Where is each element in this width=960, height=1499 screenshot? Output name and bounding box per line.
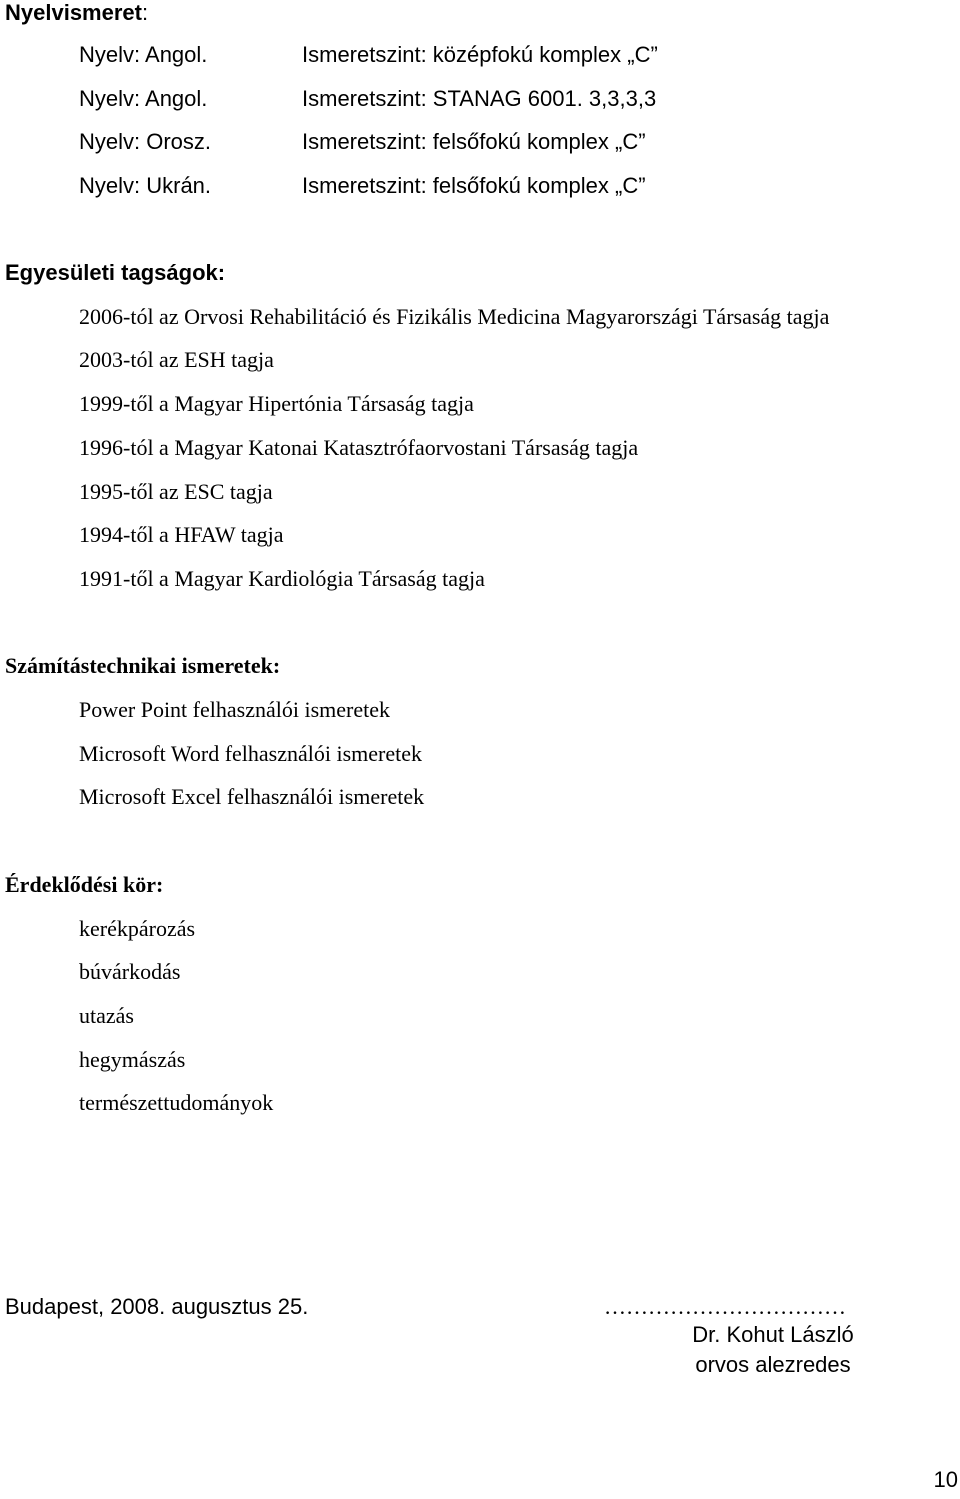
languages-heading-text: Nyelvismeret xyxy=(5,0,142,25)
language-name: Nyelv: Orosz. xyxy=(79,129,212,154)
computer-skill-item: Microsoft Excel felhasználói ismeretek xyxy=(79,784,425,809)
membership-item: 1991-től a Magyar Kardiológia Társaság tagja xyxy=(79,566,485,591)
signer-name: Dr. Kohut László xyxy=(692,1322,854,1347)
interests-heading: Érdeklődési kör: xyxy=(5,872,164,897)
language-name: Nyelv: Angol. xyxy=(79,86,208,111)
interest-item: kerékpározás xyxy=(79,916,196,941)
membership-item: 1995-től az ESC tagja xyxy=(79,479,273,504)
language-name: Nyelv: Ukrán. xyxy=(79,173,212,198)
computer-skill-item: Microsoft Word felhasználói ismeretek xyxy=(79,741,422,766)
place-date: Budapest, 2008. augusztus 25. xyxy=(5,1294,309,1319)
membership-item: 1999-től a Magyar Hipertónia Társaság tagja xyxy=(79,391,474,416)
interest-item: búvárkodás xyxy=(79,959,181,984)
signer-rank: orvos alezredes xyxy=(695,1352,851,1377)
language-level: Ismeretszint: középfokú komplex „C” xyxy=(302,42,658,67)
signature-line: …………………………… xyxy=(604,1294,846,1319)
membership-item: 2003-tól az ESH tagja xyxy=(79,347,274,372)
language-name: Nyelv: Angol. xyxy=(79,42,208,67)
interest-item: természettudományok xyxy=(79,1090,274,1115)
page-number: 10 xyxy=(933,1467,958,1492)
languages-heading-colon: : xyxy=(141,0,149,25)
interest-item: utazás xyxy=(79,1003,134,1028)
membership-item: 2006-tól az Orvosi Rehabilitáció és Fizikális Medicina Magyarországi Társaság tagja xyxy=(79,304,830,329)
language-level: Ismeretszint: felsőfokú komplex „C” xyxy=(302,129,646,154)
language-level: Ismeretszint: STANAG 6001. 3,3,3,3 xyxy=(302,86,657,111)
computer-skill-item: Power Point felhasználói ismeretek xyxy=(79,697,390,722)
computer-skills-heading: Számítástechnikai ismeretek: xyxy=(5,653,281,678)
memberships-heading: Egyesületi tagságok: xyxy=(5,260,226,285)
membership-item: 1996-tól a Magyar Katonai Katasztrófaorvostani Társaság tagja xyxy=(79,435,639,460)
language-level: Ismeretszint: felsőfokú komplex „C” xyxy=(302,173,646,198)
interest-item: hegymászás xyxy=(79,1047,186,1072)
membership-item: 1994-től a HFAW tagja xyxy=(79,522,284,547)
languages-heading xyxy=(5,2,148,24)
